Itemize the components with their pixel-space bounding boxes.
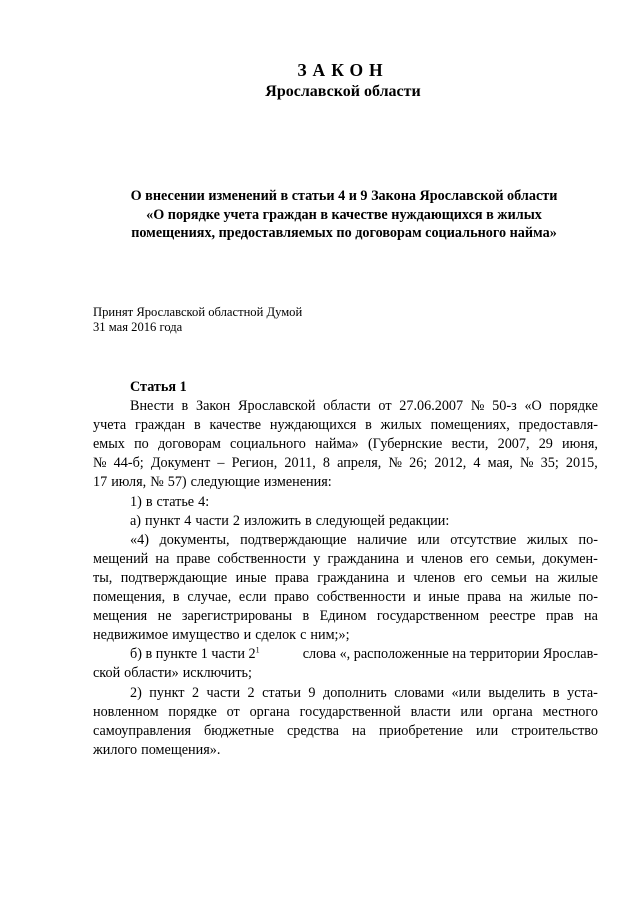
- word: уста-: [567, 684, 598, 701]
- word: Закон: [196, 398, 231, 415]
- word: Внести: [130, 398, 174, 415]
- word: на: [584, 608, 598, 625]
- word: договорам: [157, 436, 221, 453]
- item-2: [93, 741, 598, 760]
- word: части: [195, 512, 229, 529]
- superscript: 1: [255, 645, 260, 655]
- word: 44-б;: [113, 455, 144, 472]
- word: области: [323, 398, 371, 415]
- word: Документ: [150, 455, 211, 472]
- word: вести,: [451, 436, 489, 453]
- quote-line: [93, 626, 598, 645]
- word: реестре: [489, 608, 536, 625]
- word: 27.06.2007: [399, 398, 464, 415]
- word: органа: [249, 703, 290, 720]
- word: нуждающихся: [269, 417, 357, 434]
- word: 2012,: [434, 455, 467, 472]
- word: докумен-: [542, 550, 598, 567]
- word: 50-з: [492, 398, 517, 415]
- text-line: [93, 416, 598, 435]
- word: с: [300, 627, 307, 644]
- word: 1): [130, 493, 142, 510]
- word: на: [508, 589, 523, 606]
- word: членов: [420, 550, 463, 567]
- item-1b-text: слова «, расположенные на территории Ярослав-: [299, 646, 598, 663]
- word: пункт: [149, 684, 185, 701]
- word: «или: [451, 684, 481, 701]
- word: словами: [394, 684, 445, 701]
- word: следующие: [190, 474, 260, 491]
- adopted-by: Принят Ярославской областной Думой: [93, 305, 303, 319]
- word: подтверждающие: [120, 569, 228, 586]
- word: ты,: [93, 569, 113, 586]
- text-line: [93, 435, 598, 454]
- word: 2015,: [565, 455, 598, 472]
- quote-line: [93, 569, 598, 588]
- word: бюджетные: [204, 722, 274, 739]
- word: имущество: [172, 627, 240, 644]
- word: 9: [308, 684, 316, 701]
- subject-line: О внесении изменений в статьи 4 и 9 Закона Ярославской области: [130, 188, 558, 204]
- word: государственной: [299, 703, 401, 720]
- word: 26;: [409, 455, 428, 472]
- quote-line: [93, 607, 598, 626]
- word: его: [469, 550, 489, 567]
- word: местного: [542, 703, 598, 720]
- word: членов: [413, 569, 456, 586]
- word: 2: [247, 684, 255, 701]
- word: редакции:: [388, 512, 450, 529]
- word: №: [150, 474, 164, 491]
- word: приобретение: [378, 722, 463, 739]
- item-1a: [93, 512, 598, 531]
- word: по-: [578, 589, 598, 606]
- word: сделок: [255, 627, 297, 644]
- word: граждан: [135, 417, 186, 434]
- item-1b: [93, 645, 598, 664]
- word: исключить;: [182, 665, 252, 682]
- word: 2011,: [284, 455, 316, 472]
- word: и: [397, 569, 405, 586]
- word: 4:: [198, 493, 210, 510]
- word: семьи: [491, 569, 527, 586]
- word: апреля,: [337, 455, 382, 472]
- word: а): [130, 512, 142, 529]
- word: в: [552, 684, 560, 701]
- word: документы,: [159, 531, 230, 548]
- word: в: [305, 512, 312, 529]
- word: №: [470, 398, 485, 415]
- word: мещений: [93, 550, 149, 567]
- word: 4: [473, 455, 481, 472]
- word: средства: [286, 722, 339, 739]
- word: №: [93, 455, 107, 472]
- word: 35;: [540, 455, 559, 472]
- word: (Губернские: [367, 436, 443, 453]
- word: семьи,: [495, 550, 536, 567]
- word: новленном: [93, 703, 159, 720]
- word: иные: [235, 569, 267, 586]
- word: дополнить: [322, 684, 387, 701]
- word: государственном: [376, 608, 480, 625]
- word: емых: [93, 436, 125, 453]
- word: права: [467, 589, 502, 606]
- word: помещениях,: [430, 417, 510, 434]
- word: прав: [545, 608, 574, 625]
- word: на: [155, 550, 170, 567]
- word: если: [238, 589, 267, 606]
- word: пункт: [145, 512, 181, 529]
- word: жилые: [557, 569, 598, 586]
- word: жилых: [380, 417, 422, 434]
- word: в: [302, 608, 310, 625]
- word: предоставля-: [518, 417, 598, 434]
- item-1: [93, 493, 598, 512]
- article-heading: Статья 1: [130, 379, 187, 395]
- word: следующей: [315, 512, 385, 529]
- word: июня,: [562, 436, 598, 453]
- word: июля,: [111, 474, 147, 491]
- word: порядке: [549, 398, 598, 415]
- subject-line: «О порядке учета граждан в качестве нуждающихся в жилых: [146, 206, 542, 223]
- word: на: [535, 569, 550, 586]
- word: ним;»;: [310, 627, 350, 644]
- word: ской: [93, 665, 121, 682]
- word: органа: [492, 703, 533, 720]
- word: собственности: [217, 550, 307, 567]
- word: подтверждающие: [240, 531, 347, 548]
- word: иные: [428, 589, 460, 606]
- word: статьи: [262, 684, 301, 701]
- law-region: Ярославской области: [265, 83, 421, 100]
- adoption-info: [93, 305, 302, 335]
- word: 8: [322, 455, 330, 472]
- word: и: [243, 627, 252, 644]
- word: в: [172, 589, 180, 606]
- word: самоуправления: [93, 722, 191, 739]
- word: мещения: [93, 608, 148, 625]
- word: мая,: [487, 455, 513, 472]
- word: 2007,: [497, 436, 530, 453]
- word: области»: [124, 665, 179, 682]
- word: помещения».: [141, 741, 221, 758]
- word: или: [475, 722, 499, 739]
- word: найма»: [315, 436, 359, 453]
- word: и: [406, 550, 414, 567]
- word: в: [145, 493, 153, 510]
- item-1b-line2: [93, 664, 598, 683]
- word: в: [193, 417, 201, 434]
- word: в: [181, 398, 189, 415]
- word: жилые: [530, 589, 571, 606]
- word: праве: [176, 550, 211, 567]
- word: по-: [578, 531, 598, 548]
- word: права: [275, 569, 309, 586]
- word: его: [463, 569, 483, 586]
- word: 2): [130, 684, 142, 701]
- word: собственности: [316, 589, 406, 606]
- word: 29: [538, 436, 553, 453]
- word: недвижимое: [93, 627, 169, 644]
- subject-line: помещениях, предоставляемых по договорам социального найма»: [131, 225, 557, 241]
- word: или: [417, 531, 440, 548]
- word: –: [217, 455, 225, 472]
- word: 2: [191, 684, 200, 701]
- word: зарегистрированы: [181, 608, 293, 625]
- word: в: [365, 417, 372, 434]
- word: и: [413, 589, 421, 606]
- word: изменения:: [263, 474, 332, 491]
- word: социального: [230, 436, 306, 453]
- word: Едином: [319, 608, 367, 625]
- law-title: ЗАКОН: [297, 60, 389, 80]
- word: №: [519, 455, 534, 472]
- word: «4): [130, 531, 149, 548]
- word: гражданина: [317, 569, 389, 586]
- item-2: [93, 703, 598, 722]
- word: не: [157, 608, 172, 625]
- word: 57): [167, 474, 187, 491]
- word: право: [274, 589, 309, 606]
- word: случае,: [187, 589, 232, 606]
- word: 17: [93, 474, 108, 491]
- word: выделить: [488, 684, 546, 701]
- word: от: [226, 703, 240, 720]
- word: по: [134, 436, 149, 453]
- word: наличие: [357, 531, 407, 548]
- word: Ярославской: [238, 398, 316, 415]
- word: или: [460, 703, 483, 720]
- quote-line: [93, 531, 598, 550]
- quote-line: [93, 588, 598, 607]
- word: гражданина: [327, 550, 400, 567]
- word: 2: [232, 512, 240, 529]
- word: «О: [524, 398, 542, 415]
- word: на: [352, 722, 366, 739]
- word: изложить: [243, 512, 302, 529]
- text-line: [93, 454, 598, 473]
- word: Регион,: [231, 455, 278, 472]
- word: от: [378, 398, 392, 415]
- text-line: [93, 473, 598, 492]
- word: жилых: [526, 531, 568, 548]
- word: статье: [156, 493, 195, 510]
- word: качестве: [209, 417, 262, 434]
- word: части: [206, 684, 241, 701]
- quote-line: [93, 550, 598, 569]
- adopted-date: 31 мая 2016 года: [93, 320, 183, 334]
- word: №: [388, 455, 402, 472]
- word: порядке: [168, 703, 217, 720]
- text-line: [93, 397, 598, 416]
- word: учета: [93, 417, 127, 434]
- word: строительство: [511, 722, 598, 739]
- word: у: [313, 550, 321, 567]
- item-2: [93, 684, 598, 703]
- article-1: [93, 378, 598, 760]
- item-1b-text: б) в пункте 1 части 2: [130, 646, 256, 663]
- word: отсутствие: [450, 531, 517, 548]
- law-subject: [94, 187, 594, 243]
- item-2: [93, 722, 598, 741]
- word: жилого: [93, 741, 138, 758]
- word: помещения,: [93, 589, 166, 606]
- word: 4: [184, 512, 192, 529]
- word: власти: [410, 703, 451, 720]
